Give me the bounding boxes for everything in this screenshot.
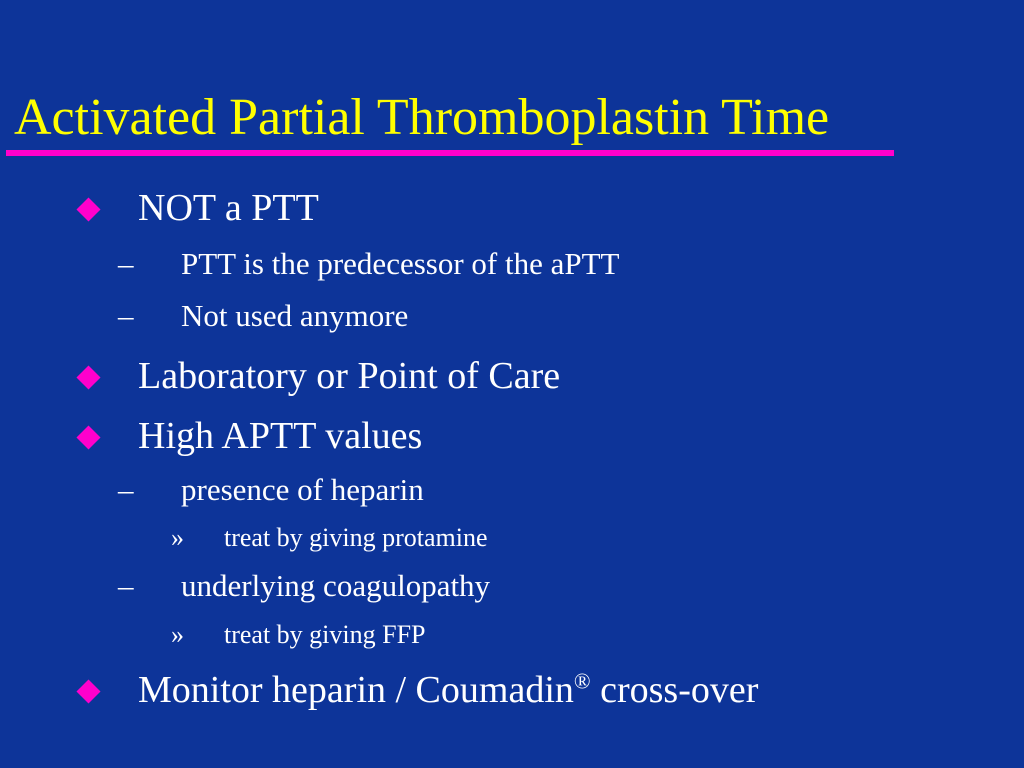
dash-icon: – xyxy=(118,568,134,603)
sub-bullet-item: PTT is the predecessor of the aPTT xyxy=(181,246,620,281)
raquo-icon: » xyxy=(171,620,184,649)
sub-bullet-item: underlying coagulopathy xyxy=(181,568,491,603)
diamond-bullet-icon xyxy=(76,197,100,221)
bullet-item: High APTT values xyxy=(138,415,423,457)
registered-mark: ® xyxy=(573,668,591,694)
sub-sub-bullet-item: treat by giving protamine xyxy=(224,523,488,552)
bullet-text: Monitor heparin / Coumadin xyxy=(138,669,574,711)
bullet-item: Laboratory or Point of Care xyxy=(138,355,561,397)
bullet-item: NOT a PTT xyxy=(138,187,319,229)
diamond-bullet-icon xyxy=(76,365,100,389)
sub-sub-bullet-item: treat by giving FFP xyxy=(224,620,426,649)
title-underline xyxy=(6,150,894,156)
dash-icon: – xyxy=(118,298,134,333)
sub-bullet-item: presence of heparin xyxy=(181,472,424,507)
bullet-text: cross-over xyxy=(590,669,759,711)
diamond-bullet-icon xyxy=(76,679,100,703)
slide-title: Activated Partial Thromboplastin Time xyxy=(14,89,830,146)
dash-icon: – xyxy=(118,246,134,281)
bullet-item xyxy=(138,668,758,712)
raquo-icon: » xyxy=(171,523,184,552)
dash-icon: – xyxy=(118,472,134,507)
sub-bullet-item: Not used anymore xyxy=(181,298,409,333)
diamond-bullet-icon xyxy=(76,425,100,449)
